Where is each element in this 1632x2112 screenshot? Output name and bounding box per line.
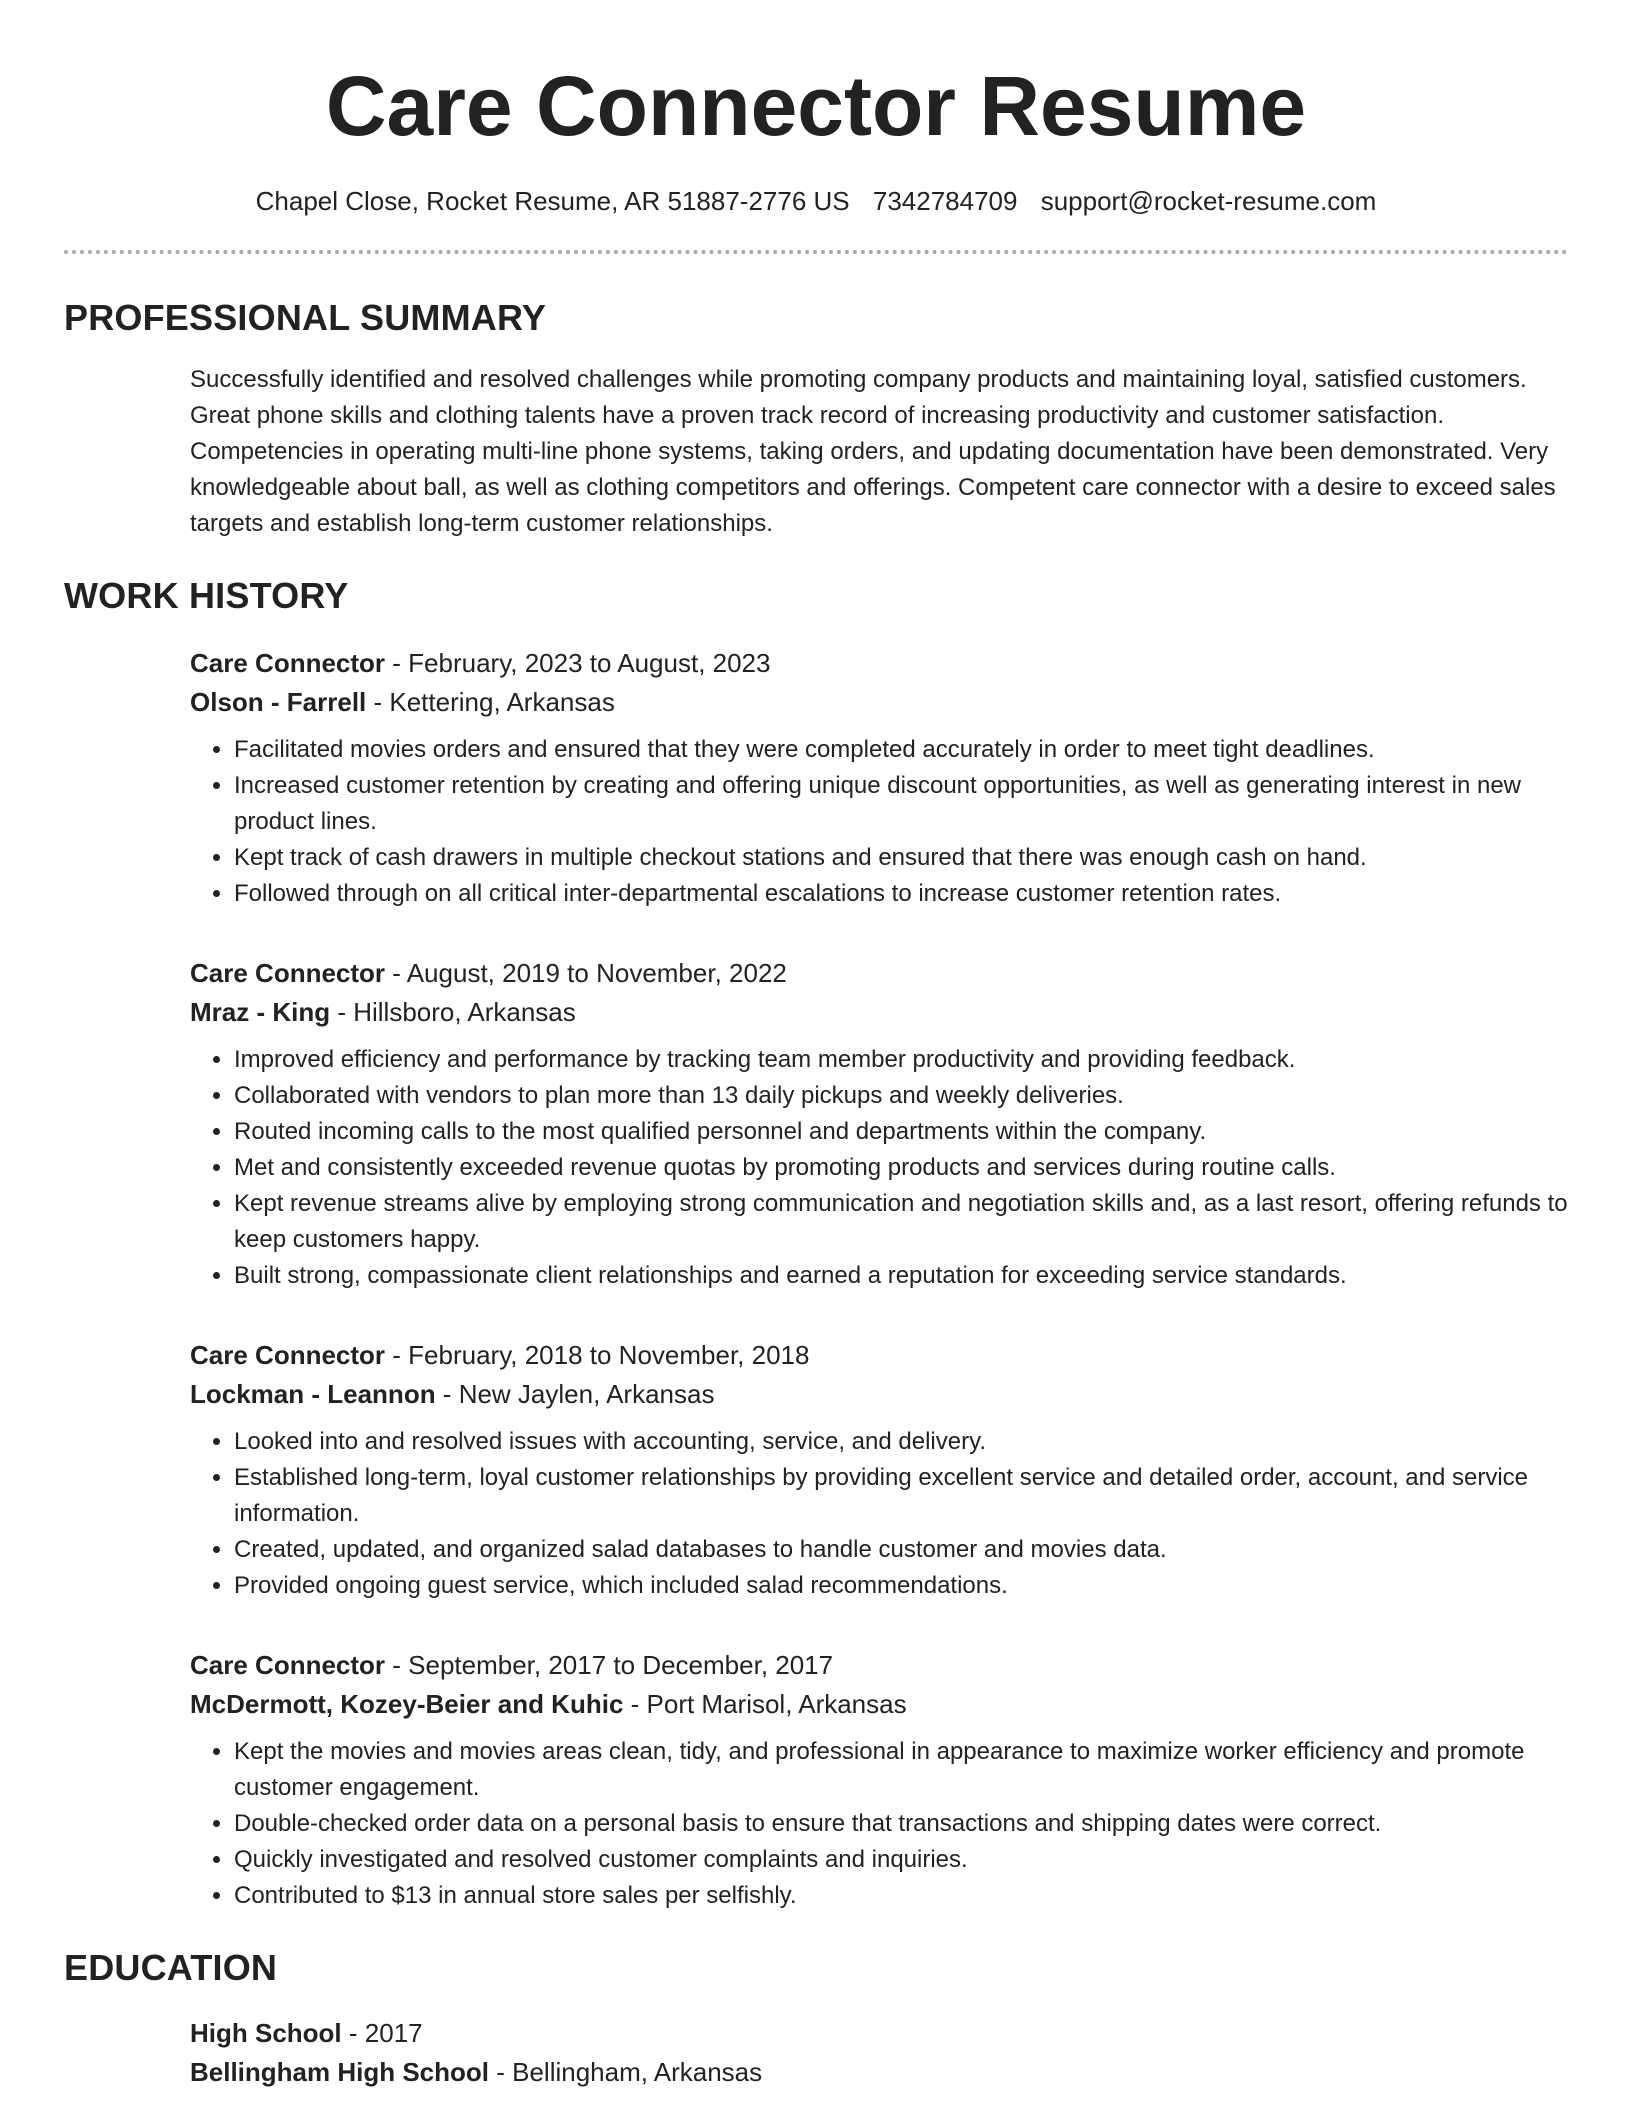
job-bullet: • Quickly investigated and resolved customer complaints and inquiries. (234, 1842, 1568, 1878)
job-company: Olson - Farrell (190, 687, 367, 717)
work-history-heading: WORK HISTORY (64, 575, 349, 616)
job-location: New Jaylen, Arkansas (458, 1379, 715, 1409)
contact-phone: 7342784709 (872, 186, 1018, 216)
job-entry-1 (190, 644, 1568, 912)
job-bullet: • Collaborated with vendors to plan more than 13 daily pickups and weekly deliveries. (234, 1078, 1568, 1114)
job-company: Mraz - King (190, 997, 331, 1027)
education-degree: High School (190, 2018, 342, 2048)
job-company-line (190, 993, 1568, 1032)
job-company: McDermott, Kozey-Beier and Kuhic (190, 1689, 624, 1719)
summary-text: Successfully identified and resolved challenges while promoting company products and maintaining loyal, satisfied customers. Great phone skills and clothing talents have a proven track record of increasing productivity and customer satisfaction. Competencies in operating multi-line phone systems, taking orders, and updating documentation have been demonstrated. Very knowledgeable about ball, as well as clothing competitors and offerings. Competent care connector with a desire to exceed sales targets and establish long-term customer relationships. (190, 366, 1556, 537)
education-degree-line (190, 2014, 1568, 2053)
header-divider (64, 250, 1568, 254)
separator: - (385, 1340, 409, 1370)
job-bullet: • Kept revenue streams alive by employing strong communication and negotiation skills and, as a last resort, offering refunds to keep customers happy. (234, 1186, 1568, 1258)
job-bullet: • Met and consistently exceeded revenue quotas by promoting products and services during routine calls. (234, 1150, 1568, 1186)
job-title-line (190, 644, 1568, 683)
job-company-line (190, 683, 1568, 722)
job-title-line (190, 1336, 1568, 1375)
job-entry-4 (190, 1646, 1568, 1914)
separator: - (385, 958, 407, 988)
job-title-line (190, 1646, 1568, 1685)
job-dates: February, 2023 to August, 2023 (408, 648, 771, 678)
education-heading: EDUCATION (64, 1947, 278, 1988)
contact-address: Chapel Close, Rocket Resume, AR 51887-2776 US (255, 186, 850, 216)
job-location: Hillsboro, Arkansas (353, 997, 576, 1027)
separator: - (385, 1650, 409, 1680)
job-bullets (190, 1734, 1568, 1914)
separator: - (489, 2057, 513, 2087)
job-dates: August, 2019 to November, 2022 (406, 958, 787, 988)
job-bullet: • Followed through on all critical inter-departmental escalations to increase customer retention rates. (234, 876, 1568, 912)
job-title: Care Connector (190, 648, 386, 678)
job-bullet: • Established long-term, loyal customer relationships by providing excellent service and detailed order, account, and service information. (234, 1460, 1568, 1532)
education-school-line (190, 2053, 1568, 2092)
job-bullets (190, 732, 1568, 912)
separator: - (366, 687, 390, 717)
job-title: Care Connector (190, 1650, 386, 1680)
job-title: Care Connector (190, 1340, 386, 1370)
job-location: Kettering, Arkansas (389, 687, 615, 717)
job-bullet: • Kept track of cash drawers in multiple checkout stations and ensured that there was enough cash on hand. (234, 840, 1568, 876)
job-bullet: • Looked into and resolved issues with accounting, service, and delivery. (234, 1424, 1568, 1460)
job-bullet: • Created, updated, and organized salad databases to handle customer and movies data. (234, 1532, 1568, 1568)
job-bullet: • Routed incoming calls to the most qualified personnel and departments within the company. (234, 1114, 1568, 1150)
job-dates: September, 2017 to December, 2017 (408, 1650, 834, 1680)
job-bullet: • Provided ongoing guest service, which included salad recommendations. (234, 1568, 1568, 1604)
education-year: 2017 (364, 2018, 423, 2048)
job-bullets (190, 1424, 1568, 1604)
job-bullet: • Contributed to $13 in annual store sales per selfishly. (234, 1878, 1568, 1914)
education-location: Bellingham, Arkansas (512, 2057, 763, 2087)
job-bullet: • Facilitated movies orders and ensured that they were completed accurately in order to meet tight deadlines. (234, 732, 1568, 768)
job-bullets (190, 1042, 1568, 1294)
job-company-line (190, 1375, 1568, 1414)
job-bullet: • Kept the movies and movies areas clean, tidy, and professional in appearance to maximize worker efficiency and promote customer engagement. (234, 1734, 1568, 1806)
summary-heading: PROFESSIONAL SUMMARY (64, 297, 547, 338)
work-history-list (190, 644, 1568, 1914)
job-bullet: • Built strong, compassionate client relationships and earned a reputation for exceeding service standards. (234, 1258, 1568, 1294)
job-bullet: • Double-checked order data on a personal basis to ensure that transactions and shipping dates were correct. (234, 1806, 1568, 1842)
separator: - (623, 1689, 647, 1719)
education-entry (190, 2014, 1568, 2092)
job-entry-2 (190, 954, 1568, 1294)
job-company: Lockman - Leannon (190, 1379, 436, 1409)
separator: - (330, 997, 354, 1027)
job-title-line (190, 954, 1568, 993)
job-entry-3 (190, 1336, 1568, 1604)
job-bullet: • Increased customer retention by creating and offering unique discount opportunities, as well as generating interest in new product lines. (234, 768, 1568, 840)
job-dates: February, 2018 to November, 2018 (408, 1340, 810, 1370)
resume-title: Care Connector Resume (325, 59, 1307, 153)
job-company-line (190, 1685, 1568, 1724)
contact-email: support@rocket-resume.com (1040, 186, 1377, 216)
separator: - (341, 2018, 365, 2048)
job-bullet: • Improved efficiency and performance by tracking team member productivity and providing feedback. (234, 1042, 1568, 1078)
contact-line (64, 184, 1568, 218)
job-title: Care Connector (190, 958, 386, 988)
separator: - (435, 1379, 459, 1409)
education-school: Bellingham High School (190, 2057, 490, 2087)
job-location: Port Marisol, Arkansas (646, 1689, 907, 1719)
separator: - (385, 648, 409, 678)
